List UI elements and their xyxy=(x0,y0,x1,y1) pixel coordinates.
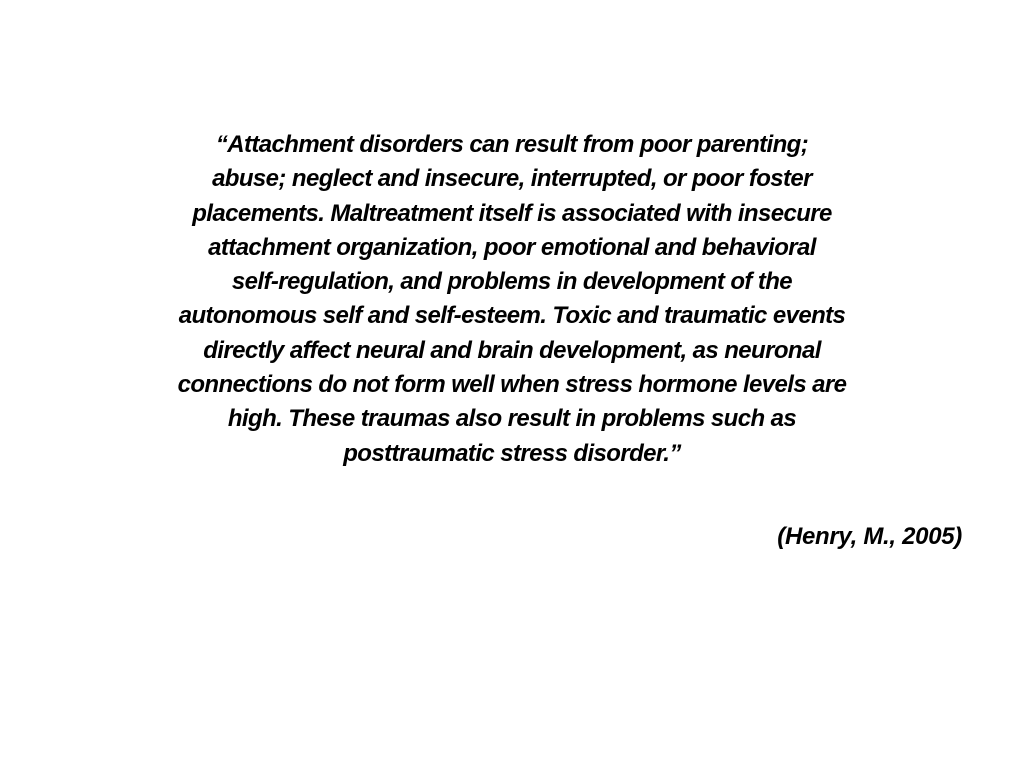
quote-line: “Attachment disorders can result from poor parenting; xyxy=(215,131,809,158)
citation: (Henry, M., 2005) xyxy=(777,523,962,550)
quote-line: attachment organization, poor emotional and behavioral xyxy=(208,233,816,261)
quote-line: high. These traumas also result in problems such as xyxy=(227,405,797,433)
quote-line: placements. Maltreatment itself is associated with insecure xyxy=(192,199,832,227)
quote-line: self-regulation, and problems in development of the xyxy=(231,268,793,296)
quote-line: connections do not form well when stress hormone levels are xyxy=(177,371,847,399)
quote-line: posttraumatic stress disorder.” xyxy=(343,439,681,467)
quote-line: autonomous self and self-esteem. Toxic and traumatic events xyxy=(178,302,846,330)
quote-text xyxy=(60,128,964,471)
quote-line: directly affect neural and brain development, as neuronal xyxy=(203,336,821,364)
quote-line: abuse; neglect and insecure, interrupted, or poor foster xyxy=(212,165,812,193)
